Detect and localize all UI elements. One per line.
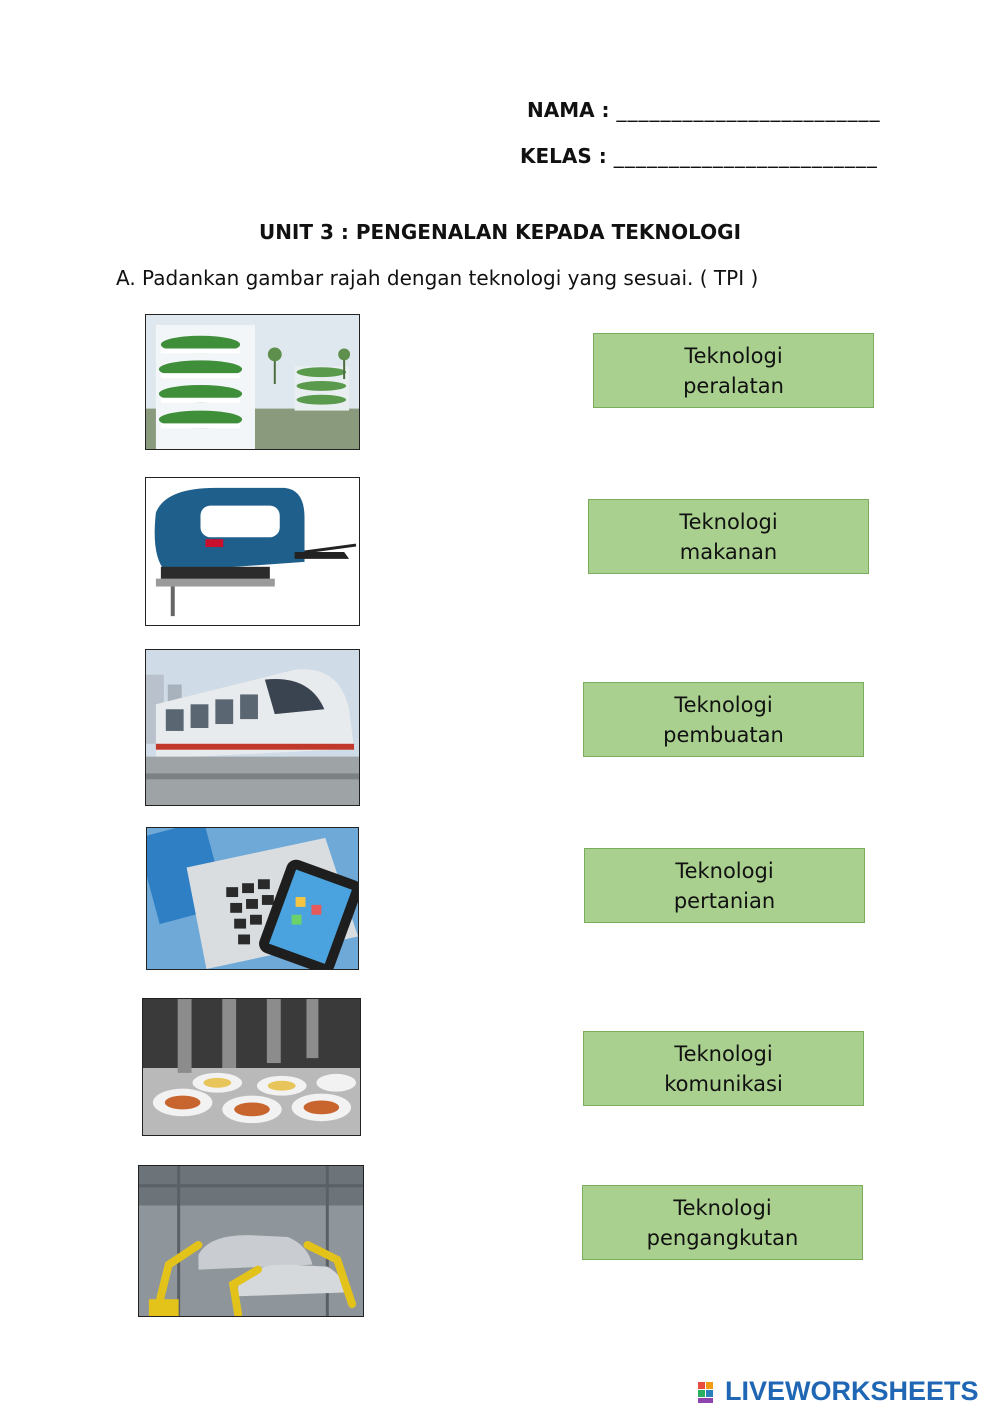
devices-image[interactable] [146, 827, 359, 970]
class-label: KELAS : [520, 144, 607, 168]
option-teknologi-pembuatan[interactable] [583, 682, 864, 757]
option-line1: Teknologi [673, 1195, 772, 1220]
option-teknologi-komunikasi[interactable] [583, 1031, 864, 1106]
class-blank[interactable]: ________________________ [613, 144, 878, 168]
option-line1: Teknologi [684, 343, 783, 368]
name-blank[interactable]: ________________________ [616, 98, 881, 122]
option-teknologi-peralatan[interactable] [593, 333, 874, 408]
option-line2: pembuatan [663, 722, 784, 747]
mrt-train-image[interactable] [145, 649, 360, 806]
class-field-row [520, 144, 878, 168]
option-line1: Teknologi [679, 509, 778, 534]
option-line2: komunikasi [664, 1071, 783, 1096]
option-line1: Teknologi [675, 858, 774, 883]
name-label: NAMA : [527, 98, 610, 122]
car-factory-robots-image[interactable] [138, 1165, 364, 1317]
option-line1: Teknologi [674, 692, 773, 717]
option-teknologi-pertanian[interactable] [584, 848, 865, 923]
option-line2: pengangkutan [646, 1225, 799, 1250]
name-field-row [527, 98, 881, 122]
option-teknologi-pengangkutan[interactable] [582, 1185, 863, 1260]
unit-title: UNIT 3 : PENGENALAN KEPADA TEKNOLOGI [258, 220, 742, 244]
option-teknologi-makanan[interactable] [588, 499, 869, 574]
liveworksheets-wordmark: LIVEWORKSHEETS [725, 1376, 979, 1406]
option-line2: pertanian [673, 888, 776, 913]
option-line2: makanan [679, 539, 778, 564]
instruction-text: A. Padankan gambar rajah dengan teknologi yang sesuai. ( TPI ) [116, 266, 759, 290]
jigsaw-tool-image[interactable] [145, 477, 360, 626]
option-line1: Teknologi [674, 1041, 773, 1066]
liveworksheets-logo [698, 1376, 979, 1407]
vertical-farm-image[interactable] [145, 314, 360, 450]
food-factory-image[interactable] [142, 998, 361, 1136]
liveworksheets-icon [698, 1380, 722, 1404]
option-line2: peralatan [683, 373, 784, 398]
